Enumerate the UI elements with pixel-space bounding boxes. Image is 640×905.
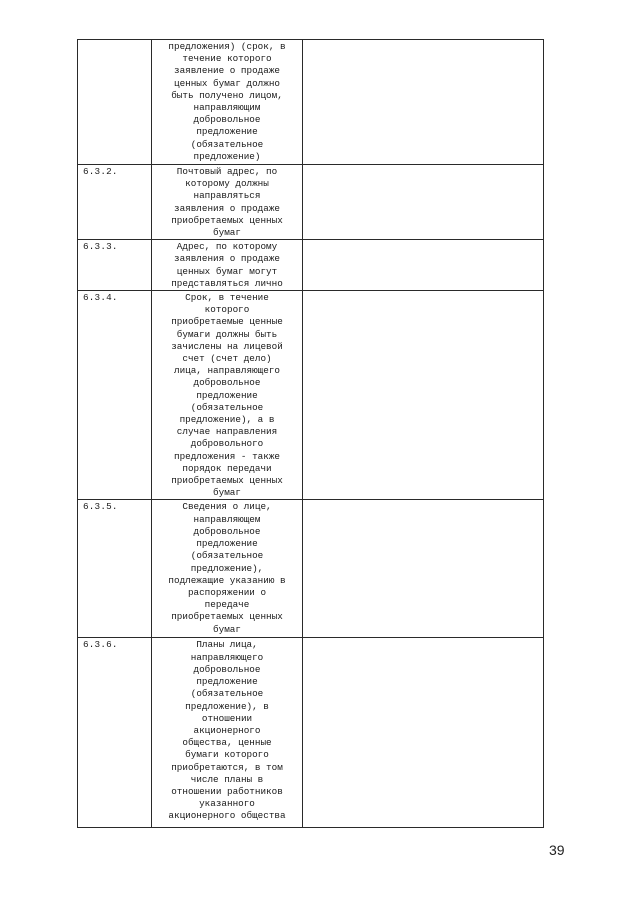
form-table (77, 39, 544, 828)
row-description: Почтовый адрес, по которому должны направляться заявления о продаже приобретаемых ценных бумаг (152, 165, 303, 240)
table-row (78, 500, 544, 638)
row-value-cell (303, 165, 544, 240)
row-value-cell (303, 240, 544, 291)
row-description: Планы лица, направляющего добровольное предложение (обязательное предложение), в отношении акционерного общества, ценные бумаги которого приобретаются, в том числе планы в отношении работников указанного акционерного общества (152, 638, 303, 828)
row-number: 6.3.4. (78, 291, 152, 500)
row-number: 6.3.6. (78, 638, 152, 828)
row-value-cell (303, 40, 544, 165)
table-row (78, 165, 544, 240)
row-value-cell (303, 291, 544, 500)
table-row (78, 638, 544, 828)
page-number: 39 (549, 842, 565, 858)
table-row (78, 291, 544, 500)
row-description: Срок, в течение которого приобретаемые ценные бумаги должны быть зачислены на лицевой счет (счет дело) лица, направляющего добровольное предложение (обязательное предложение), а в случае направления добровольного предложения - также порядок передачи приобретаемых ценных бумаг (152, 291, 303, 500)
row-value-cell (303, 500, 544, 638)
row-description: Сведения о лице, направляющем добровольное предложение (обязательное предложение), подлежащие указанию в распоряжении о передаче приобретаемых ценных бумаг (152, 500, 303, 638)
row-number: 6.3.5. (78, 500, 152, 638)
row-number: 6.3.3. (78, 240, 152, 291)
row-value-cell (303, 638, 544, 828)
row-description: Адрес, по которому заявления о продаже ценных бумаг могут представляться лично (152, 240, 303, 291)
table-row (78, 240, 544, 291)
row-number: 6.3.2. (78, 165, 152, 240)
row-description: предложения) (срок, в течение которого заявление о продаже ценных бумаг должно быть получено лицом, направляющим добровольное предложение (обязательное предложение) (152, 40, 303, 165)
row-number (78, 40, 152, 165)
table-row (78, 40, 544, 165)
